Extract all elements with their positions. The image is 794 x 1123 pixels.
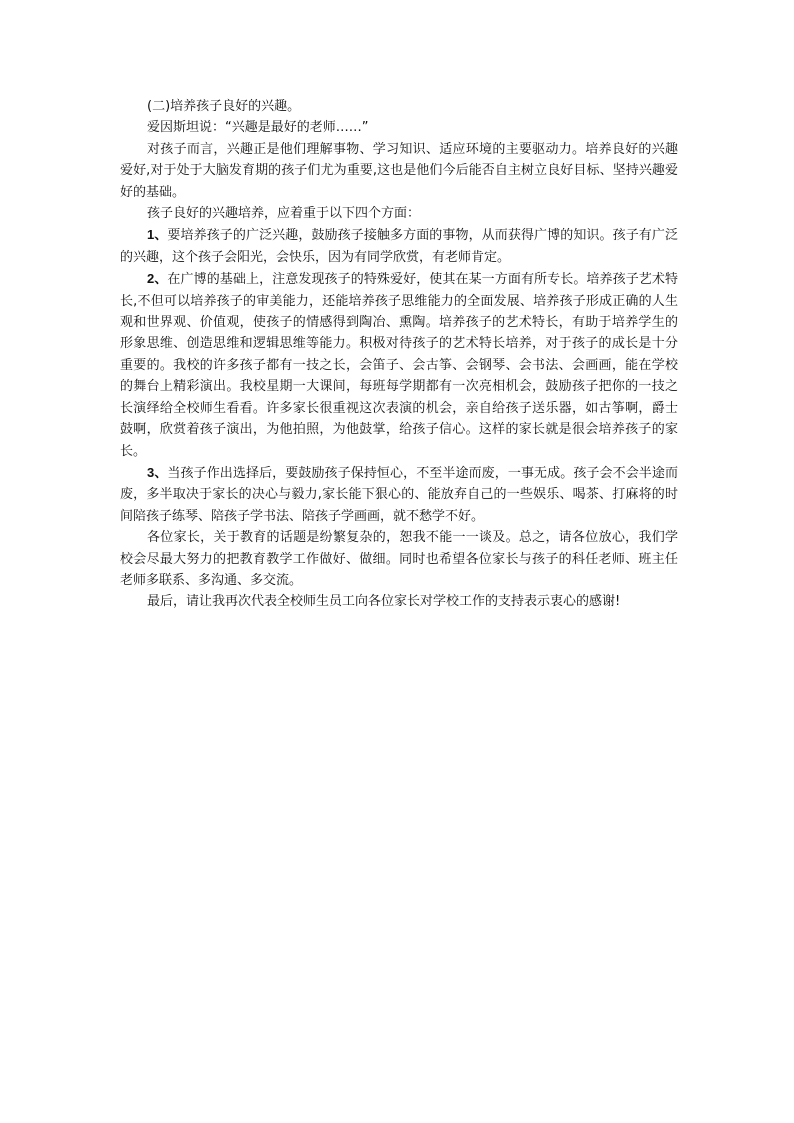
aspect-item-2 (120, 268, 678, 462)
aspect-item-3-text: 当孩子作出选择后，要鼓励孩子保持恒心，不至半途而废，一事无成。孩子会不会半途而废，多半取决于家长的决心与毅力,家长能下狠心的、能放弃自己的一些娱乐、喝茶、打麻将的时间陪孩子练琴、陪孩子学书法、陪孩子学画画，就不愁学不好。 (120, 465, 678, 524)
aspects-intro-paragraph: 孩子良好的兴趣培养，应着重于以下四个方面： (147, 206, 421, 222)
aspect-item-2-text: 在广博的基础上，注意发现孩子的特殊爱好，使其在某一方面有所专长。培养孩子艺术特长,不但可以培养孩子的审美能力，还能培养孩子思维能力的全面发展、培养孩子形成正确的人生观和世界观、价值观，使孩子的情感得到陶冶、熏陶。培养孩子的艺术特长，有助于培养学生的形象思维、创造思维和逻辑思维等能力。积极对待孩子的艺术特长培养，对于孩子的成长是十分重要的。我校的许多孩子都有一技之长，会笛子、会古筝、会钢琴、会书法、会画画，能在学校的舞台上精彩演出。我校星期一大课间，每班每学期都有一次亮相机会，鼓励孩子把你的一技之长演绎给全校师生看看。许多家长很重视这次表演的机会，亲自给孩子送乐器，如古筝啊，爵士鼓啊，欣赏着孩子演出，为他拍照，为他鼓掌，给孩子信心。这样的家长就是很会培养孩子的家长。 (120, 272, 678, 459)
closing-paragraph-1: 各位家长，关于教育的话题是纷繁复杂的，恕我不能一一谈及。总之，请各位放心，我们学校会尽最大努力的把教育教学工作做好、做细。同时也希望各位家长与孩子的科任老师、班主任老师多联系、多沟通、多交流。 (120, 530, 678, 588)
aspect-item-3 (120, 462, 678, 527)
aspect-item-1-text: 要培养孩子的广泛兴趣，鼓励孩子接触多方面的事物，从而获得广博的知识。孩子有广泛的兴趣，这个孩子会阳光，会快乐，因为有同学欣赏，有老师肯定。 (120, 228, 678, 265)
aspect-item-2-number: 2、 (147, 271, 168, 287)
quote-paragraph: 爱因斯坦说：“兴趣是最好的老师……” (147, 120, 369, 136)
section-heading: (二)培养孩子良好的兴趣。 (147, 99, 301, 114)
closing-paragraph-2: 最后，请让我再次代表全校师生员工向各位家长对学校工作的支持表示衷心的感谢! (147, 594, 621, 610)
aspect-item-1-number: 1、 (147, 227, 168, 243)
intro-paragraph: 对孩子而言，兴趣正是他们理解事物、学习知识、适应环境的主要驱动力。培养良好的兴趣爱好,对于处于大脑发育期的孩子们尤为重要,这也是他们今后能否自主树立良好目标、坚持兴趣爱好的基础。 (120, 141, 678, 200)
aspect-item-3-number: 3、 (147, 464, 168, 480)
document-body (120, 96, 678, 613)
aspect-item-1 (120, 224, 678, 268)
